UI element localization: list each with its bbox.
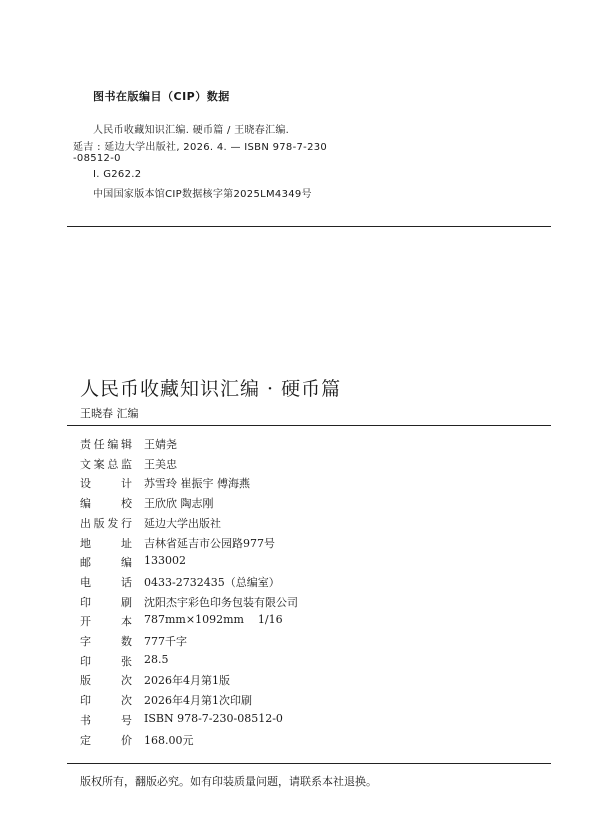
info-label-char: 编 [121,556,132,570]
copyright-notice: 版权所有，翻版必究。如有印装质量问题，请联系本社退换。 [80,775,377,788]
cip-heading: 图书在版编目（CIP）数据 [93,90,230,103]
info-value: 787mm×1092mm 1/16 [144,613,283,627]
info-label [80,633,132,649]
info-label-char: 刷 [121,595,132,609]
info-label-char: 发 [107,516,119,530]
info-label-char: 价 [121,733,132,747]
cip-line-classification: Ⅰ. G262.2 [93,169,142,180]
title-divider [67,425,551,426]
cip-line-title: 人民币收藏知识汇编. 硬币篇 / 王晓春汇编. [93,125,290,136]
info-label [80,495,132,511]
info-value: 2026年4月第1次印刷 [144,694,252,708]
info-value: 王欣欣 陶志刚 [144,497,214,511]
cip-line-publisher: 延吉 : 延边大学出版社, 2026. 4. — ISBN 978-7-230 [73,142,328,153]
info-label [80,712,132,728]
info-label-char: 次 [121,694,132,708]
info-label-char: 数 [121,635,132,648]
info-label-char: 电 [80,575,91,589]
info-label-char: 行 [120,516,132,530]
info-value: 133002 [144,554,186,568]
info-value: 王婧尧 [144,438,177,451]
info-value: ISBN 978-7-230-08512-0 [144,711,283,725]
info-label-char: 书 [80,713,91,727]
info-label [80,535,132,551]
book-editor: 王晓春 汇编 [80,407,139,420]
info-label [80,436,132,452]
info-label [80,554,132,570]
info-label-char: 任 [93,438,105,451]
info-label-char: 号 [121,713,132,727]
info-label-char: 开 [80,615,91,629]
info-label-char: 出 [80,516,91,530]
info-label [80,574,132,590]
rights-divider [67,763,551,764]
info-value: 苏雪玲 崔振宇 傅海燕 [144,477,250,491]
info-label-char: 印 [80,694,91,708]
info-label-char: 案 [93,457,105,471]
info-label-char: 计 [121,477,132,491]
info-label-char: 编 [80,497,91,511]
info-label-char: 张 [121,654,132,668]
info-label-char: 址 [121,536,132,550]
info-value: 168.00元 [144,733,194,747]
info-label [80,456,132,472]
info-label-char: 总 [107,457,119,471]
info-label-char: 印 [80,595,91,609]
info-label [80,475,132,491]
cip-divider [67,226,551,227]
info-label-char: 监 [120,457,132,471]
info-value: 吉林省延吉市公园路977号 [144,536,275,550]
info-label [80,515,132,531]
info-label-char: 设 [80,477,91,491]
cip-line-record-number: 中国国家版本馆CIP数据核字第2025LM4349号 [93,189,312,200]
info-label-char: 字 [80,635,91,648]
info-label-char: 版 [80,674,91,688]
info-label-char: 邮 [80,556,91,570]
info-label-char: 版 [93,516,105,530]
info-value: 28.5 [144,652,169,666]
info-label-char: 话 [121,575,132,589]
cip-line-isbn-cont: -08512-0 [73,153,121,164]
info-label [80,672,132,688]
info-label [80,692,132,708]
info-label-char: 本 [121,615,132,629]
info-label-char: 文 [80,457,91,471]
book-title: 人民币收藏知识汇编 · 硬币篇 [80,378,342,400]
info-label [80,594,132,610]
info-label-char: 辑 [120,438,132,451]
info-value: 0433-2732435（总编室） [144,575,280,589]
info-value: 沈阳杰宇彩色印务包装有限公司 [144,595,298,609]
info-label-char: 校 [121,497,132,511]
info-label-char: 定 [80,733,91,747]
info-value: 777千字 [144,635,187,648]
info-label-char: 编 [107,438,119,451]
info-label-char: 印 [80,654,91,668]
info-value: 延边大学出版社 [144,516,221,530]
info-label [80,613,132,629]
info-label-char: 责 [80,438,91,451]
info-label-char: 地 [80,536,91,550]
info-value: 2026年4月第1版 [144,674,230,688]
info-label [80,732,132,748]
info-value: 王美忠 [144,457,177,471]
info-label [80,653,132,669]
info-label-char: 次 [121,674,132,688]
